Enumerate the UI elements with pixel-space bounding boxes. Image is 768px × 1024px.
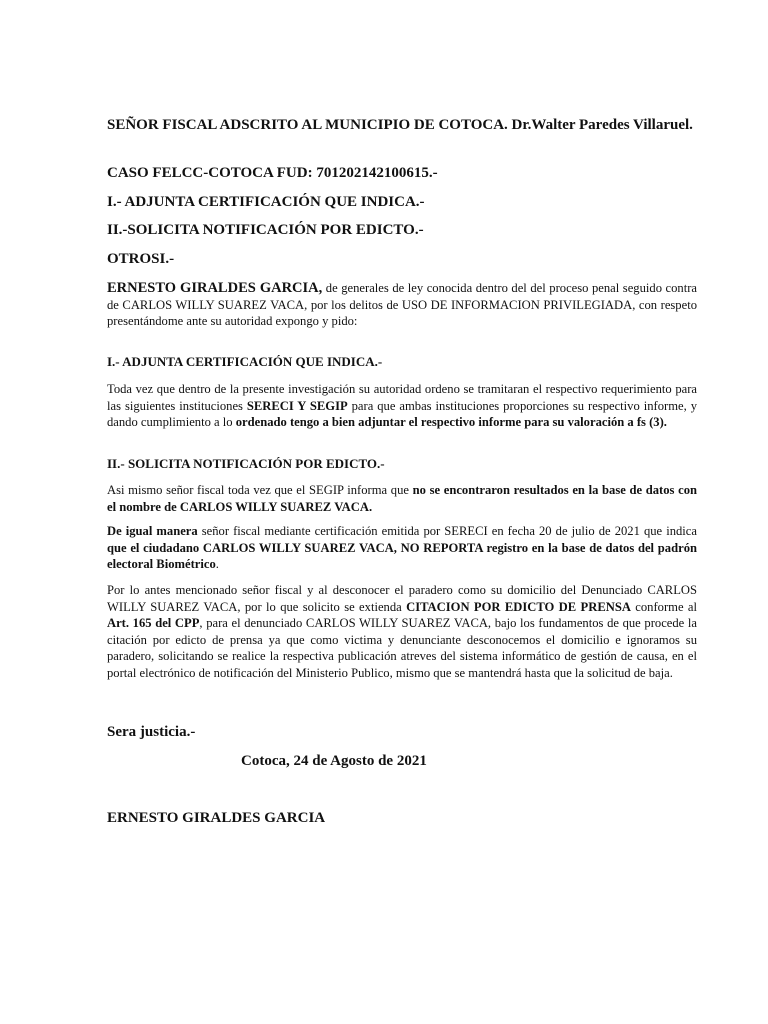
addressee-heading: SEÑOR FISCAL ADSCRITO AL MUNICIPIO DE COTOCA. Dr.Walter Paredes Villaruel. <box>107 117 693 133</box>
section-2-title: II.- SOLICITA NOTIFICACIÓN POR EDICTO.- <box>107 456 385 471</box>
signature-name: ERNESTO GIRALDES GARCIA <box>107 810 326 826</box>
section-1-paragraph <box>107 381 697 431</box>
section-1-bold-b: ordenado tengo a bien adjuntar el respectivo informe para su valoración a fs (3). <box>235 415 667 429</box>
section-1-text-a: Toda vez que dentro de la presente investigación su autoridad ordeno se tramitaran el respectivo requerimiento para las siguientes instituciones <box>107 382 697 413</box>
section-2-p2-text-a: señor fiscal mediante certificación emitida por SERECI en fecha 20 de julio de 2021 que indica <box>197 524 697 538</box>
section-1-title: I.- ADJUNTA CERTIFICACIÓN QUE INDICA.- <box>107 354 383 369</box>
heading-item-2: II.-SOLICITA NOTIFICACIÓN POR EDICTO.- <box>107 222 424 238</box>
intro-text: de generales de ley conocida dentro del del proceso penal seguido contra de CARLOS WILLY SUAREZ VACA, por los delitos de USO DE INFORMACION PRIVILEGIADA, con respeto presentándome ante su autoridad expongo y pido: <box>107 281 697 328</box>
section-2-paragraph-3 <box>107 582 697 681</box>
section-2-p3-bold-b: Art. 165 del CPP <box>107 616 200 630</box>
section-2-p2-bold-b: que el ciudadano CARLOS WILLY SUAREZ VACA, NO REPORTA registro en la base de datos del padrón electoral Biométrico <box>107 540 697 571</box>
section-2-p3-text-b: conforme al <box>630 599 697 614</box>
place-and-date: Cotoca, 24 de Agosto de 2021 <box>241 753 427 769</box>
section-2-p1-bold: no se encontraron resultados en la base de datos con el nombre de CARLOS WILLY SUAREZ VACA. <box>107 483 698 514</box>
section-1-text-b: para que ambas instituciones proporciones su respectivo informe, y dando cumplimiento a lo <box>107 398 697 429</box>
section-2-paragraph-2 <box>107 523 697 573</box>
case-number: CASO FELCC-COTOCA FUD: 701202142100615.- <box>107 165 438 181</box>
heading-item-1: I.- ADJUNTA CERTIFICACIÓN QUE INDICA.- <box>107 194 425 210</box>
heading-otrosi: OTROSI.- <box>107 251 175 267</box>
section-2-paragraph-1 <box>107 482 697 515</box>
section-1-bold-a: SERECI Y SEGIP <box>246 398 348 413</box>
section-2-p3-text-a: Por lo antes mencionado señor fiscal y al desconocer el paradero como su domicilio del Denunciado CARLOS WILLY SUAREZ VACA, por lo que solicito se extienda <box>107 583 697 614</box>
section-2-p2-bold-a: De igual manera <box>107 524 198 538</box>
intro-name: ERNESTO GIRALDES GARCIA, <box>107 280 323 296</box>
section-2-p3-bold-a: CITACION POR EDICTO DE PRENSA <box>406 599 631 614</box>
closing-justice: Sera justicia.- <box>107 724 196 740</box>
section-2-p1-text: Asi mismo señor fiscal toda vez que el SEGIP informa que <box>107 483 413 497</box>
section-2-p3-text-c: , para el denunciado CARLOS WILLY SUAREZ VACA, bajo los fundamentos de que procede la citación por edicto de prensa ya que como victima y denunciante desconocemos el domicilio e ignoramos su paradero, solicitando se realice la respectiva publicación atreves del sistema informático de gestión de causa, en el portal electrónico de notificación del Ministerio Publico, mismo que se mantendrá hasta que la solicitud de baja. <box>107 616 697 680</box>
intro-paragraph <box>107 280 697 330</box>
section-2-p2-text-b: . <box>215 557 219 571</box>
